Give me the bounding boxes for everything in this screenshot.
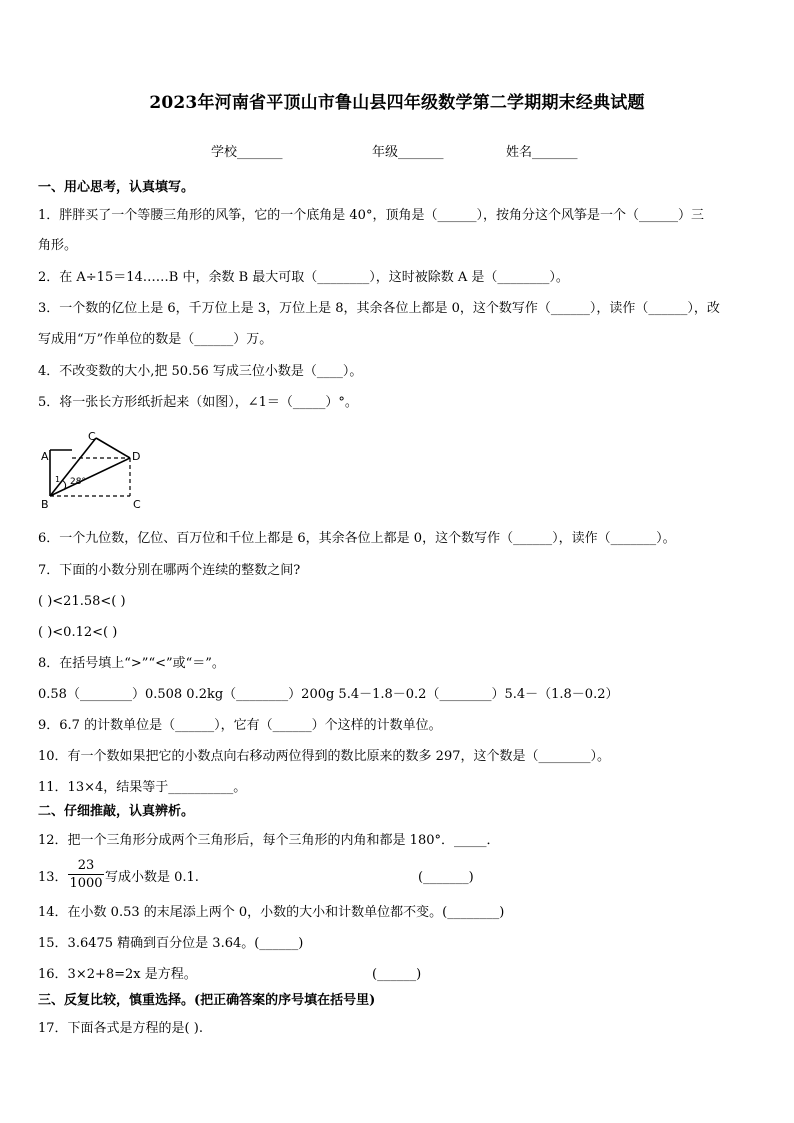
- question-17: 17．下面各式是方程的是( ).: [38, 1021, 203, 1036]
- label-angle-28: 28°: [70, 477, 86, 487]
- question-7-a: ( )<21.58<( ): [38, 594, 126, 609]
- question-10: 10．有一个数如果把它的小数点向右移动两位得到的数比原来的数多 297，这个数是（________）。: [38, 749, 610, 764]
- question-14: 14．在小数 0.53 的末尾添上两个 0，小数的大小和计数单位都不变。(________): [38, 905, 505, 920]
- label-A: A: [41, 450, 49, 463]
- fraction-numerator: 23: [68, 857, 104, 875]
- question-13-text: 写成小数是 0.1.: [105, 870, 199, 885]
- question-4: 4．不改变数的大小,把 50.56 写成三位小数是（____）。: [38, 364, 363, 379]
- question-3-cont: 写成用“万”作单位的数是（______）万。: [38, 332, 273, 347]
- question-13-number: 13．: [38, 870, 68, 885]
- question-11: 11．13×4，结果等于__________。: [38, 780, 247, 795]
- question-3: 3．一个数的亿位上是 6，千万位上是 3，万位上是 8，其余各位上都是 0，这个数写作（______），读作（______），改: [38, 301, 720, 316]
- question-16: 16．3×2+8=2x 是方程。: [38, 967, 197, 982]
- question-12: 12．把一个三角形分成两个三角形后，每个三角形的内角和都是 180°．_____．: [38, 833, 500, 848]
- fraction-denominator: 1000: [69, 876, 103, 891]
- school-field[interactable]: 学校_______: [211, 145, 283, 160]
- section-3-heading: 三、反复比较，慎重选择。(把正确答案的序号填在括号里): [38, 993, 376, 1008]
- section-1-heading: 一、用心思考，认真填写。: [38, 180, 195, 195]
- label-D: D: [132, 450, 141, 463]
- question-7: 7．下面的小数分别在哪两个连续的整数之间?: [38, 563, 301, 578]
- question-8-items: 0.58（________）0.508 0.2kg（________）200g 5.4－1.8－0.2（________）5.4－（1.8－0.2）: [38, 687, 619, 702]
- label-angle-1: 1: [55, 475, 61, 484]
- label-C-bottom: C: [133, 498, 141, 511]
- section-2-heading: 二、仔细推敲，认真辨析。: [38, 804, 195, 819]
- page-title: 2023年河南省平顶山市鲁山县四年级数学第二学期期末经典试题: [149, 93, 645, 113]
- question-9: 9．6.7 的计数单位是（______），它有（______）个这样的计数单位。: [38, 718, 442, 733]
- label-B: B: [41, 498, 49, 511]
- fold-BC: [50, 438, 96, 496]
- label-C-top: C: [88, 430, 96, 443]
- angle-arc: [62, 480, 66, 490]
- question-6: 6．一个九位数，亿位、百万位和千位上都是 6，其余各位上都是 0，这个数写作（______），读作（_______）。: [38, 531, 676, 546]
- grade-field[interactable]: 年级_______: [372, 145, 444, 160]
- question-16-blank: (______): [372, 967, 422, 982]
- question-1: 1．胖胖买了一个等腰三角形的风筝，它的一个底角是 40°，顶角是（______），按角分这个风筝是一个（______）三: [38, 208, 704, 223]
- fraction-23-over-1000: [68, 857, 104, 892]
- folded-rectangle-figure: [38, 428, 148, 514]
- question-7-b: ( )<0.12<( ): [38, 625, 118, 640]
- question-1-cont: 角形。: [38, 238, 78, 253]
- question-2: 2．在 A÷15＝14……B 中，余数 B 最大可取（________），这时被除数 A 是（________）。: [38, 270, 569, 285]
- diagonal-BD: [50, 458, 130, 496]
- name-field[interactable]: 姓名_______: [506, 145, 578, 160]
- question-13-blank: (_______): [418, 870, 474, 885]
- question-5: 5．将一张长方形纸折起来（如图），∠1＝（_____）°。: [38, 395, 358, 410]
- question-15: 15．3.6475 精确到百分位是 3.64。(______): [38, 936, 304, 951]
- fold-CD: [96, 438, 130, 458]
- question-8: 8．在括号填上“>”“<”或“＝”。: [38, 656, 225, 671]
